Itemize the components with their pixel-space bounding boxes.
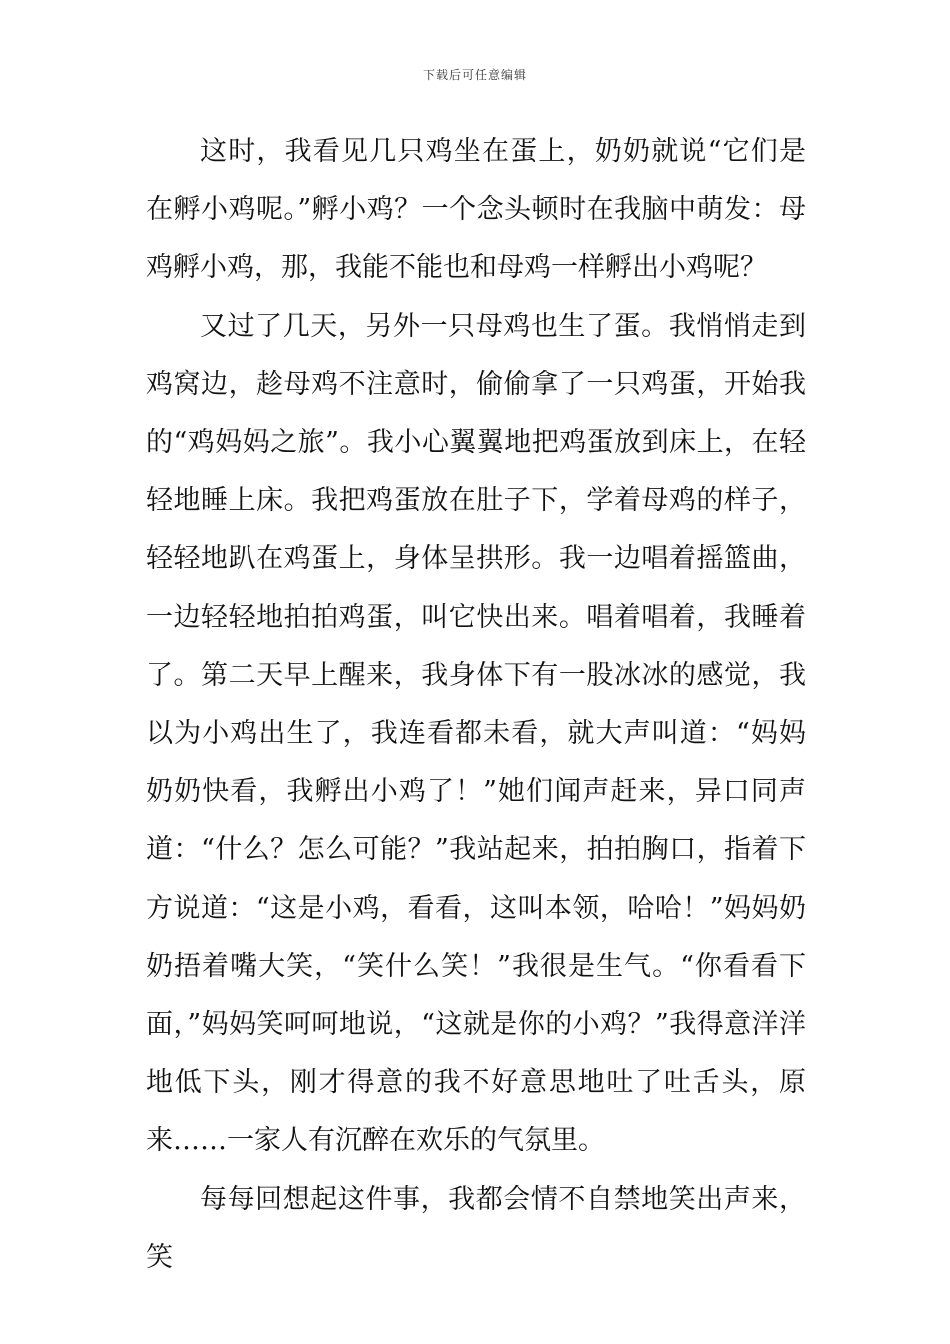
document-body bbox=[146, 123, 806, 1287]
paragraph-1: 这时，我看见几只鸡坐在蛋上，奶奶就说“它们是在孵小鸡呢。”孵小鸡？一个念头顿时在我脑中萌发：母鸡孵小鸡，那，我能不能也和母鸡一样孵出小鸡呢？ bbox=[146, 136, 806, 284]
paragraph-2: 又过了几天，另外一只母鸡也生了蛋。我悄悄走到鸡窝边，趁母鸡不注意时，偷偷拿了一只鸡蛋，开始我的“鸡妈妈之旅”。我小心翼翼地把鸡蛋放到床上，在轻轻地睡上床。我把鸡蛋放在肚子下，学着母鸡的样子，轻轻地趴在鸡蛋上，身体呈拱形。我一边唱着摇篮曲，一边轻轻地拍拍鸡蛋，叫它快出来。唱着唱着，我睡着了。第二天早上醒来，我身体下有一股冰冰的感觉，我以为小鸡出生了，我连看都未看，就大声叫道：“妈妈奶奶快看，我孵出小鸡了！”她们闻声赶来，异口同声道：“什么？怎么可能？”我站起来，拍拍胸口，指着下方说道：“这是小鸡，看看，这叫本领，哈哈！”妈妈奶奶捂着嘴大笑，“笑什么笑！”我很是生气。“你看看下面，”妈妈笑呵呵地说，“这就是你的小鸡？”我得意洋洋地低下头，刚才得意的我不好意思地吐了吐舌头，原来……一家人有沉醉在欢乐的气氛里。 bbox=[146, 310, 806, 1157]
paragraph-3: 每每回想起这件事，我都会情不自禁地笑出声来，笑 bbox=[146, 1183, 806, 1273]
page-header: 下载后可任意编辑 bbox=[422, 68, 527, 82]
